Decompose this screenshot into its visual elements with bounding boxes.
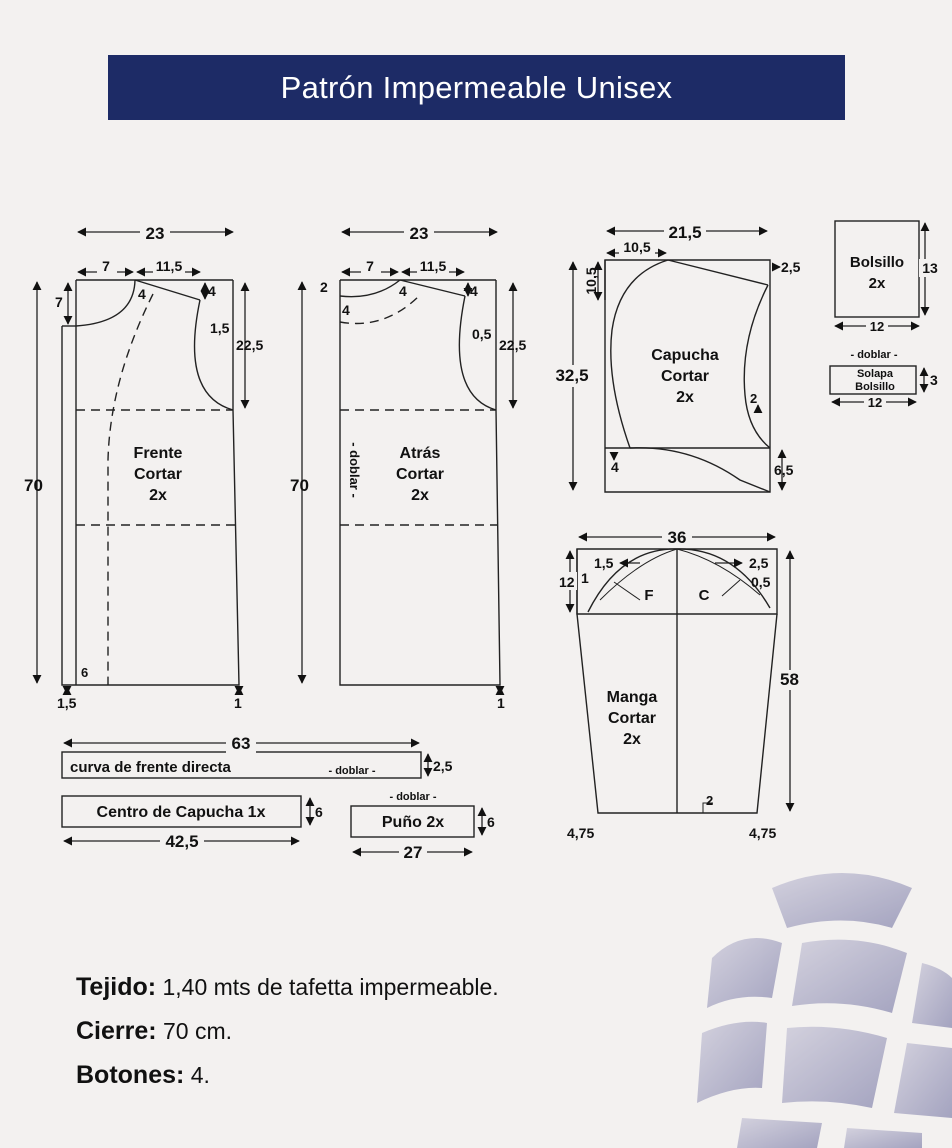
solapa-dim-width: 12 (867, 395, 883, 410)
manga-dim-e: 0,5 (751, 574, 771, 590)
frente-dim-j: 1 (234, 695, 242, 711)
bolsillo-label-1: Bolsillo (849, 254, 905, 271)
manga-dim-g: 4,75 (567, 825, 595, 841)
capucha-dim-width: 21,5 (668, 223, 702, 242)
centro-dim-length: 42,5 (165, 832, 199, 851)
capucha-label-1: Capucha (651, 347, 719, 364)
manga-dim-c: 12 (559, 574, 575, 590)
frente-dim-c: 7 (55, 294, 63, 310)
decorative-globe-graphic (622, 848, 952, 1148)
materials-row-cierre (76, 1009, 499, 1053)
frente-label-1: Frente (133, 445, 183, 462)
frente-dim-g: 22,5 (236, 337, 264, 353)
materials-label: Botones: (76, 1061, 185, 1089)
materials-value: 4. (184, 1062, 210, 1088)
atras-dim-c: 2 (320, 279, 328, 295)
manga-piece (577, 549, 777, 813)
frente-dim-f: 1,5 (210, 320, 230, 336)
capucha-label-2: Cortar (660, 368, 710, 385)
atras-dim-d: 4 (399, 283, 407, 299)
solapa-label-1: Solapa (856, 368, 894, 380)
atras-label-3: 2x (411, 487, 429, 504)
frente-dim-h: 6 (81, 665, 89, 680)
materials-row-botones (76, 1053, 499, 1097)
page-title: Patrón Impermeable Unisex (108, 55, 845, 120)
solapa-fold-label: - doblar - (850, 349, 898, 361)
atras-dim-g: 0,5 (472, 326, 492, 342)
capucha-dim-a: 10,5 (623, 239, 651, 255)
manga-dim-b: 1 (581, 570, 589, 586)
frente-dim-a: 7 (102, 258, 110, 274)
manga-dim-f: 2 (706, 793, 714, 808)
bolsillo-label-2: 2x (868, 275, 886, 292)
frente-dim-d: 4 (138, 286, 146, 302)
capucha-dim-height: 32,5 (555, 366, 589, 385)
atras-dim-h: 22,5 (499, 337, 527, 353)
curva-fold-label: - doblar - (328, 765, 376, 777)
solapa-dim-height: 3 (930, 372, 938, 388)
atras-dim-a: 7 (366, 258, 374, 274)
centro-dim-height: 6 (315, 804, 323, 820)
manga-dim-h: 4,75 (749, 825, 777, 841)
materials-value: 70 cm. (156, 1018, 233, 1044)
manga-dim-a: 1,5 (594, 555, 614, 571)
puno-fold-label: - doblar - (389, 791, 437, 803)
capucha-label-3: 2x (676, 389, 694, 406)
atras-fold-label: - doblar - (347, 442, 362, 498)
frente-label-2: Cortar (133, 466, 183, 483)
atras-dim-e: 4 (470, 283, 478, 299)
materials-row-tejido (76, 965, 499, 1009)
materials-value: 1,40 mts de tafetta impermeable. (156, 974, 499, 1000)
atras-dim-width: 23 (409, 224, 429, 243)
capucha-dim-b: 10,5 (583, 267, 599, 295)
capucha-dim-c: 2,5 (781, 259, 801, 275)
manga-label-2: Cortar (607, 710, 657, 727)
centro-label: Centro de Capucha 1x (96, 804, 266, 821)
atras-label-2: Cortar (395, 466, 445, 483)
curva-dim-height: 2,5 (433, 758, 453, 774)
materials-label: Cierre: (76, 1017, 157, 1045)
capucha-dim-f: 6,5 (774, 462, 794, 478)
manga-front-label: F (644, 587, 654, 604)
manga-dim-width: 36 (667, 528, 687, 547)
capucha-dim-e: 4 (611, 459, 619, 475)
solapa-label-2: Bolsillo (855, 381, 895, 393)
manga-label-1: Manga (606, 689, 658, 706)
frente-dim-i: 1,5 (57, 695, 77, 711)
manga-label-3: 2x (623, 731, 641, 748)
atras-dim-b: 11,5 (419, 258, 447, 274)
bolsillo-dim-width: 12 (869, 319, 885, 334)
frente-dim-b: 11,5 (155, 258, 183, 274)
materials-list (76, 965, 499, 1097)
frente-dim-e: 4 (208, 283, 216, 299)
frente-dim-height: 70 (24, 476, 43, 495)
frente-dim-width: 23 (145, 224, 165, 243)
puno-label: Puño 2x (381, 814, 445, 831)
puno-dim-length: 27 (403, 843, 423, 862)
manga-dim-d: 2,5 (749, 555, 769, 571)
materials-label: Tejido: (76, 973, 157, 1001)
bolsillo-dim-height: 13 (922, 260, 938, 276)
atras-label-1: Atrás (399, 445, 441, 462)
curva-label: curva de frente directa (70, 759, 231, 776)
frente-label-3: 2x (149, 487, 167, 504)
manga-back-label: C (698, 587, 710, 604)
puno-dim-height: 6 (487, 814, 495, 830)
atras-dim-i: 1 (497, 695, 505, 711)
curva-dim-length: 63 (231, 734, 251, 753)
manga-dim-height: 58 (780, 670, 799, 689)
atras-dim-f: 4 (342, 302, 350, 318)
atras-dim-height: 70 (290, 476, 309, 495)
capucha-dim-d: 2 (750, 391, 758, 406)
